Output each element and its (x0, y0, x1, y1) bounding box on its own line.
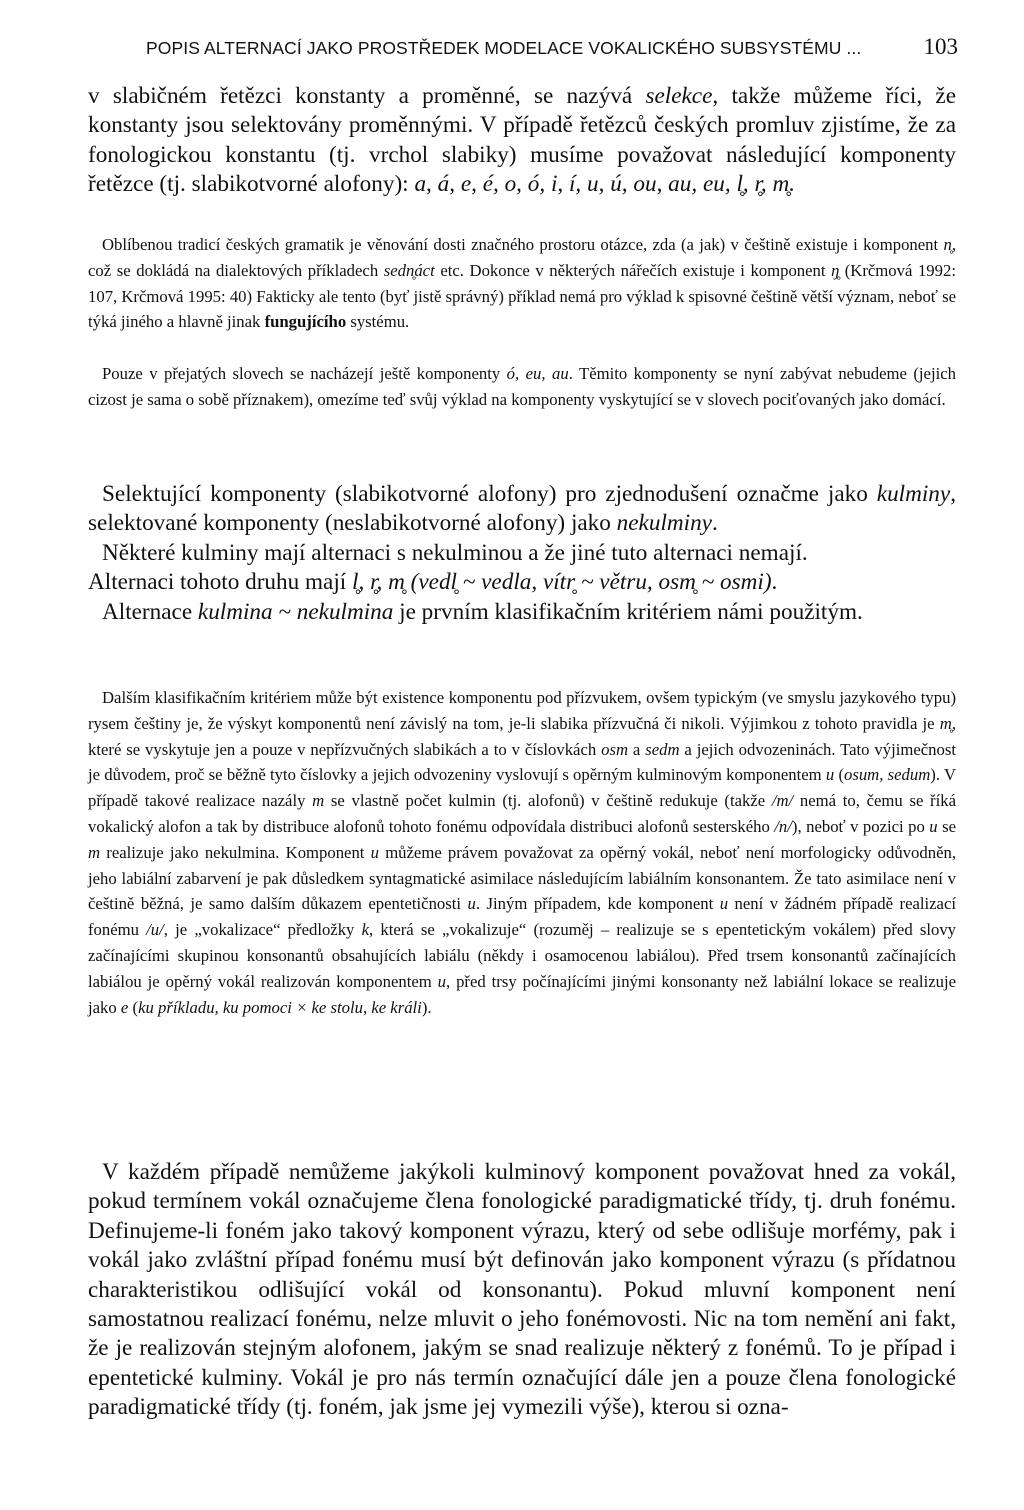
paragraph-kulminy: Selektující komponenty (slabikotvorné alofony) pro zjednodušení označme jako kulminy, selektované komponenty (neslabikotvorné alofony) jako nekulminy. Některé kulminy mají alternaci s nekulminou a že jiné tuto alternaci nemají. Alternaci tohoto druhu mají l̥, r̥, m̥ (vedl̥ ~ vedla, vítr̥ ~ větru, osm̥ ~ osmi). Alternace kulmina ~ nekulmina je prvním klasifikačním kritériem námi použitým. (88, 481, 956, 625)
note-syllabic-n: Oblíbenou tradicí českých gramatik je věnování dosti značného prostoru otázce, zda (a jak) v češtině existuje i komponent n̥, což se dokládá na dialektových příkladech sedn̥áct etc. Dokonce v některých nářečích existuje i komponent ŋ̥ (Krčmová 1992: 107, Krčmová 1995: 40) Fakticky ale tento (byť jistě správný) příklad nemá pro výklad k spisovné češtině větší význam, neboť se týká jiného a hlavně jinak fungujícího systému. (88, 235, 956, 332)
syllabic-allophone-list: a, á, e, é, o, ó, i, í, u, ú, ou, au, eu, l̥, r̥, m̥. (414, 171, 796, 198)
term-selekce: selekce (645, 83, 713, 109)
term-kulminy: kulminy (876, 481, 951, 507)
running-title: POPIS ALTERNACÍ JAKO PROSTŘEDEK MODELACE VOKALICKÉHO SUBSYSTÉMU ... (146, 38, 862, 58)
note-stress-criterion: Dalším klasifikačním kritériem může být existence komponentu pod přízvukem, ovšem typickým (ve smyslu jazykového typu) rysem češtiny je, že výskyt komponentů není závislý na tom, je-li slabika přízvučná či nikoli. Výjimkou z tohoto pravidla je m̥, které se vyskytuje jen a pouze v nepřízvučných slabikách a to v číslovkách osm a sedm a jejich odvozeninách. Tato výjimečnost je důvodem, proč se běžně tyto číslovky a jejich odvozeniny vyslovují s opěrným kulminovým komponentem u (osum, sedum). V případě takové realizace nazály m se vlastně počet kulmin (tj. alofonů) v češtině redukuje (takže /m/ nemá to, čemu se říká vokalický alofon a tak by distribuce alofonů tohoto fonému odpovídala distribuci alofonů sesterského /n/), neboť v pozici po u se m realizuje jako nekulmina. Komponent u můžeme právem považovat za opěrný vokál, neboť není morfologicky odůvodněn, jeho labiální zabarvení je pak důsledkem syntagmatické asimilace následujícím labiálním konsonantem. Že tato asimilace není v češtině běžná, je samo dalším důkazem epentetičnosti u. Jiným případem, kde komponent u není v žádném případě realizací fonému /u/, je „vokalizace“ předložky k, která se „vokalizuje“ (rozuměj – realizuje se s epentetickým vokálem) před slovy začínajícími skupinou konsonantů obsahujících labiálu (někdy i osamocenou labiálou). Před trsem konsonantů začínajících labiálou je opěrný vokál realizován komponentem u, před trsy počínajícími jinými konsonanty než labiální lokace se realizuje jako e (ku příkladu, ku pomoci × ke stolu, ke králi). (88, 688, 957, 1017)
paragraph-vokal-definition: V každém případě nemůžeme jakýkoli kulminový komponent považovat hned za vokál, pokud termínem vokál označujeme člena fonologické paradigmatické třídy, tj. druh fonému. Definujeme-li foném jako takový komponent výrazu, který od sebe odlišuje morfémy, pak i vokál jako zvláštní případ fonému musí být definován jako komponent výrazu (s přídatnou charakteristikou odlišující vokál od konsonantu). Pokud mluvní komponent není samostatnou realizací fonému, nelze mluvit o jeho fonémovosti. Nic na tom nemění ani fakt, že je realizován stejným alofonem, jakým se snad realizuje některý z fonémů. To je případ i epentetické kulminy. Vokál je pro nás termín označující dále jen a pouze člena fonologické paradigmatické třídy (tj. foném, jak jsme jej vymezili výše), kterou si ozna- (88, 1159, 956, 1421)
term-nekulminy: nekulminy (616, 510, 712, 537)
page-number: 103 (923, 34, 958, 59)
running-header (146, 34, 958, 60)
note-loanwords: Pouze v přejatých slovech se nacházejí ještě komponenty ó, eu, au. Těmito komponenty se nyní zabývat nebudeme (jejich cizost je sama o sobě příznakem), omezíme teď svůj výklad na komponenty vyskytující se v slovech pociťovaných jako domácí. (88, 364, 956, 409)
paragraph-selekce: v slabičném řetězci konstanty a proměnné, se nazývá selekce, takže můžeme říci, že konstanty jsou selektovány proměnnými. V případě řetězců českých promluv zjistíme, že za fonologickou konstantu (tj. vrchol slabiky) musíme považovat následující komponenty řetězce (tj. slabikotvorné alofony): a, á, e, é, o, ó, i, í, u, ú, ou, au, eu, l̥, r̥, m̥. (88, 83, 957, 198)
